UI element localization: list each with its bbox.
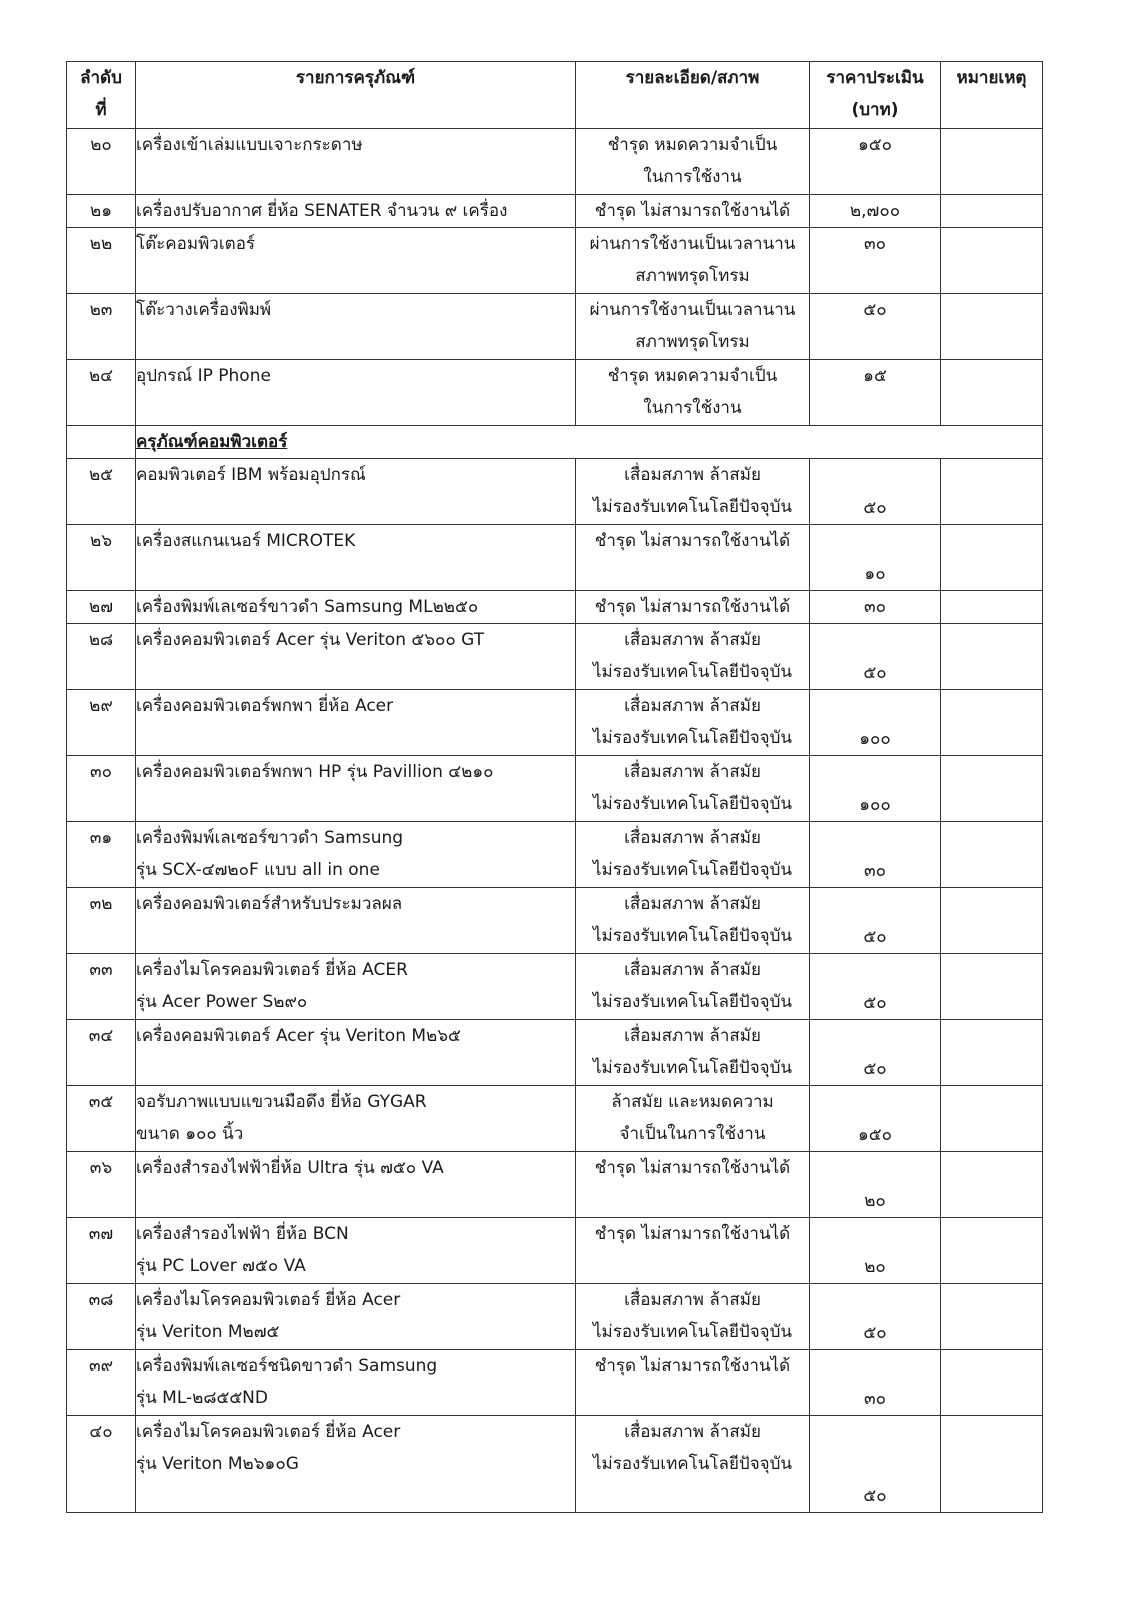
detail-line: ไม่รองรับเทคโนโลยีปัจจุบัน	[592, 926, 793, 946]
detail-line: ชำรุด ไม่สามารถใช้งานได้	[594, 1224, 791, 1244]
header-sequence-line: ลำดับ	[80, 68, 122, 88]
detail-cell	[576, 591, 810, 624]
table-row	[67, 195, 1043, 228]
header-price-line: (บาท)	[851, 100, 899, 120]
price-cell: ๕๐	[810, 888, 941, 954]
section-row	[67, 426, 1043, 459]
note-cell	[941, 822, 1043, 888]
sequence-cell: ๓๖	[67, 1152, 136, 1218]
detail-line: ไม่รองรับเทคโนโลยีปัจจุบัน	[592, 860, 793, 880]
table-row	[67, 129, 1043, 195]
detail-cell	[576, 459, 810, 525]
item-cell	[136, 624, 576, 690]
table-row	[67, 822, 1043, 888]
detail-line: เสื่อมสภาพ ล้าสมัย	[624, 696, 761, 716]
table-row	[67, 459, 1043, 525]
detail-cell	[576, 1020, 810, 1086]
detail-cell	[576, 690, 810, 756]
item-line: เครื่องพิมพ์เลเซอร์ขาวดำ Samsung ML๒๒๕๐	[136, 597, 479, 617]
table-header-row	[67, 62, 1043, 129]
detail-line: จำเป็นในการใช้งาน	[619, 1124, 766, 1144]
detail-line: เสื่อมสภาพ ล้าสมัย	[624, 828, 761, 848]
detail-cell	[576, 1218, 810, 1284]
item-cell	[136, 822, 576, 888]
note-cell	[941, 1350, 1043, 1416]
price-cell: ๕๐	[810, 954, 941, 1020]
table-row	[67, 1218, 1043, 1284]
item-line: เครื่องสำรองไฟฟ้ายี่ห้อ Ultra รุ่น ๗๕๐ VA	[136, 1158, 444, 1178]
table-row	[67, 591, 1043, 624]
note-cell	[941, 525, 1043, 591]
item-cell	[136, 1416, 576, 1513]
item-cell	[136, 1350, 576, 1416]
detail-line: ชำรุด ไม่สามารถใช้งานได้	[594, 597, 791, 617]
detail-line: ไม่รองรับเทคโนโลยีปัจจุบัน	[592, 1454, 793, 1474]
item-line: รุ่น Acer Power S๒๙๐	[136, 992, 308, 1012]
price-cell: ๒๐	[810, 1218, 941, 1284]
table-row	[67, 1152, 1043, 1218]
detail-line: เสื่อมสภาพ ล้าสมัย	[624, 465, 761, 485]
header-note: หมายเหตุ	[941, 62, 1043, 129]
price-cell: ๑๐๐	[810, 690, 941, 756]
note-cell	[941, 954, 1043, 1020]
detail-cell	[576, 954, 810, 1020]
item-line: โต๊ะคอมพิวเตอร์	[136, 234, 256, 254]
item-line: โต๊ะวางเครื่องพิมพ์	[136, 300, 272, 320]
table-row	[67, 1086, 1043, 1152]
item-line: เครื่องสำรองไฟฟ้า ยี่ห้อ BCN	[136, 1224, 349, 1244]
sequence-cell: ๓๗	[67, 1218, 136, 1284]
asset-disposal-table	[66, 61, 1043, 1513]
item-cell	[136, 690, 576, 756]
detail-line: ผ่านการใช้งานเป็นเวลานาน	[589, 234, 796, 254]
sequence-cell: ๓๑	[67, 822, 136, 888]
detail-cell	[576, 756, 810, 822]
detail-line: สภาพทรุดโทรม	[635, 332, 750, 352]
price-cell: ๕๐	[810, 624, 941, 690]
detail-cell	[576, 525, 810, 591]
item-line: เครื่องคอมพิวเตอร์ Acer รุ่น Veriton M๒๖๕	[136, 1026, 461, 1046]
item-line: จอรับภาพแบบแขวนมือดึง ยี่ห้อ GYGAR	[136, 1092, 427, 1112]
price-cell: ๕๐	[810, 1284, 941, 1350]
table-row	[67, 228, 1043, 294]
item-cell	[136, 1152, 576, 1218]
note-cell	[941, 294, 1043, 360]
item-line: เครื่องคอมพิวเตอร์พกพา ยี่ห้อ Acer	[136, 696, 394, 716]
table-row	[67, 525, 1043, 591]
price-cell: ๓๐	[810, 1350, 941, 1416]
price-cell: ๓๐	[810, 591, 941, 624]
detail-cell	[576, 1086, 810, 1152]
note-cell	[941, 690, 1043, 756]
table-row	[67, 1350, 1043, 1416]
detail-line: ในการใช้งาน	[643, 167, 742, 187]
sequence-cell: ๓๘	[67, 1284, 136, 1350]
header-price	[810, 62, 941, 129]
price-cell: ๑๕๐	[810, 1086, 941, 1152]
item-line: เครื่องสแกนเนอร์ MICROTEK	[136, 531, 356, 551]
item-line: เครื่องพิมพ์เลเซอร์ชนิดขาวดำ Samsung	[136, 1356, 438, 1376]
item-cell	[136, 954, 576, 1020]
detail-line: ไม่รองรับเทคโนโลยีปัจจุบัน	[592, 662, 793, 682]
item-line: เครื่องไมโครคอมพิวเตอร์ ยี่ห้อ Acer	[136, 1422, 401, 1442]
table-row	[67, 888, 1043, 954]
sequence-cell: ๒๓	[67, 294, 136, 360]
detail-line: ไม่รองรับเทคโนโลยีปัจจุบัน	[592, 794, 793, 814]
price-cell: ๑๕	[810, 360, 941, 426]
note-cell	[941, 591, 1043, 624]
detail-cell	[576, 1416, 810, 1513]
sequence-cell: ๓๕	[67, 1086, 136, 1152]
detail-cell	[576, 1152, 810, 1218]
item-cell	[136, 195, 576, 228]
note-cell	[941, 1284, 1043, 1350]
note-cell	[941, 1152, 1043, 1218]
detail-cell	[576, 624, 810, 690]
item-line: เครื่องไมโครคอมพิวเตอร์ ยี่ห้อ ACER	[136, 960, 408, 980]
detail-line: ชำรุด หมดความจำเป็น	[607, 135, 778, 155]
note-cell	[941, 195, 1043, 228]
detail-line: ไม่รองรับเทคโนโลยีปัจจุบัน	[592, 497, 793, 517]
note-cell	[941, 888, 1043, 954]
price-cell: ๒๐	[810, 1152, 941, 1218]
detail-cell	[576, 129, 810, 195]
table-row	[67, 1020, 1043, 1086]
item-cell	[136, 360, 576, 426]
price-cell: ๓๐	[810, 228, 941, 294]
note-cell	[941, 1086, 1043, 1152]
detail-line: ชำรุด ไม่สามารถใช้งานได้	[594, 201, 791, 221]
sequence-cell: ๓๔	[67, 1020, 136, 1086]
detail-line: เสื่อมสภาพ ล้าสมัย	[624, 630, 761, 650]
detail-line: ชำรุด ไม่สามารถใช้งานได้	[594, 1158, 791, 1178]
detail-line: ในการใช้งาน	[643, 398, 742, 418]
sequence-cell: ๒๕	[67, 459, 136, 525]
sequence-cell: ๒๒	[67, 228, 136, 294]
item-line: เครื่องพิมพ์เลเซอร์ขาวดำ Samsung	[136, 828, 404, 848]
sequence-cell: ๒๔	[67, 360, 136, 426]
note-cell	[941, 1218, 1043, 1284]
sequence-cell: ๓๐	[67, 756, 136, 822]
header-price-line: ราคาประเมิน	[826, 68, 924, 88]
detail-cell	[576, 228, 810, 294]
table-row	[67, 756, 1043, 822]
detail-line: ไม่รองรับเทคโนโลยีปัจจุบัน	[592, 992, 793, 1012]
item-cell	[136, 459, 576, 525]
detail-cell	[576, 888, 810, 954]
detail-line: ไม่รองรับเทคโนโลยีปัจจุบัน	[592, 728, 793, 748]
table-row	[67, 1416, 1043, 1513]
table-row	[67, 294, 1043, 360]
sequence-cell: ๒๑	[67, 195, 136, 228]
detail-line: ชำรุด หมดความจำเป็น	[607, 366, 778, 386]
detail-line: เสื่อมสภาพ ล้าสมัย	[624, 960, 761, 980]
detail-line: เสื่อมสภาพ ล้าสมัย	[624, 762, 761, 782]
detail-cell	[576, 195, 810, 228]
detail-line: เสื่อมสภาพ ล้าสมัย	[624, 1422, 761, 1442]
price-cell: ๕๐	[810, 1020, 941, 1086]
item-cell	[136, 756, 576, 822]
note-cell	[941, 228, 1043, 294]
detail-line: ไม่รองรับเทคโนโลยีปัจจุบัน	[592, 1322, 793, 1342]
item-cell	[136, 1284, 576, 1350]
price-cell: ๒,๗๐๐	[810, 195, 941, 228]
note-cell	[941, 459, 1043, 525]
sequence-cell: ๓๙	[67, 1350, 136, 1416]
item-line: คอมพิวเตอร์ IBM พร้อมอุปกรณ์	[136, 465, 366, 485]
item-cell	[136, 129, 576, 195]
detail-cell	[576, 822, 810, 888]
price-cell: ๓๐	[810, 822, 941, 888]
price-cell: ๑๕๐	[810, 129, 941, 195]
price-cell: ๑๐๐	[810, 756, 941, 822]
table-row	[67, 360, 1043, 426]
item-cell	[136, 591, 576, 624]
detail-line: ไม่รองรับเทคโนโลยีปัจจุบัน	[592, 1058, 793, 1078]
item-cell	[136, 1020, 576, 1086]
detail-cell	[576, 294, 810, 360]
header-sequence-no	[67, 62, 136, 129]
section-empty-cell	[67, 426, 136, 459]
header-sequence-line: ที่	[95, 100, 107, 120]
sequence-cell: ๒๘	[67, 624, 136, 690]
price-cell: ๕๐	[810, 294, 941, 360]
item-line: รุ่น Veriton M๒๗๕	[136, 1322, 280, 1342]
item-line: เครื่องคอมพิวเตอร์พกพา HP รุ่น Pavillion ๔๒๑๐	[136, 762, 494, 782]
item-line: ขนาด ๑๐๐ นิ้ว	[136, 1124, 244, 1144]
detail-line: ชำรุด ไม่สามารถใช้งานได้	[594, 1356, 791, 1376]
item-cell	[136, 1218, 576, 1284]
item-line: เครื่องปรับอากาศ ยี่ห้อ SENATER จำนวน ๙ เครื่อง	[136, 201, 508, 221]
item-line: เครื่องไมโครคอมพิวเตอร์ ยี่ห้อ Acer	[136, 1290, 401, 1310]
table-row	[67, 1284, 1043, 1350]
note-cell	[941, 129, 1043, 195]
sequence-cell: ๔๐	[67, 1416, 136, 1513]
item-line: รุ่น ML-๒๘๕๕ND	[136, 1388, 268, 1408]
detail-cell	[576, 360, 810, 426]
detail-line: ล้าสมัย และหมดความ	[611, 1092, 774, 1112]
header-detail: รายละเอียด/สภาพ	[576, 62, 810, 129]
item-line: อุปกรณ์ IP Phone	[136, 366, 271, 386]
price-cell: ๕๐	[810, 459, 941, 525]
sequence-cell: ๓๓	[67, 954, 136, 1020]
table-row	[67, 954, 1043, 1020]
item-cell	[136, 525, 576, 591]
price-cell: ๑๐	[810, 525, 941, 591]
note-cell	[941, 624, 1043, 690]
detail-cell	[576, 1350, 810, 1416]
sequence-cell: ๓๒	[67, 888, 136, 954]
item-line: เครื่องเข้าเล่มแบบเจาะกระดาษ	[136, 135, 363, 155]
section-title: ครุภัณฑ์คอมพิวเตอร์	[136, 426, 1043, 459]
sequence-cell: ๒๐	[67, 129, 136, 195]
detail-line: ผ่านการใช้งานเป็นเวลานาน	[589, 300, 796, 320]
table-row	[67, 624, 1043, 690]
detail-line: เสื่อมสภาพ ล้าสมัย	[624, 1290, 761, 1310]
detail-line: เสื่อมสภาพ ล้าสมัย	[624, 1026, 761, 1046]
item-line: รุ่น SCX-๔๗๒๐F แบบ all in one	[136, 860, 380, 880]
item-line: รุ่น Veriton M๒๖๑๐G	[136, 1454, 299, 1474]
section-computer	[67, 426, 1043, 459]
sequence-cell: ๒๖	[67, 525, 136, 591]
detail-line: สภาพทรุดโทรม	[635, 266, 750, 286]
table-body-computer	[67, 459, 1043, 1513]
sequence-cell: ๒๗	[67, 591, 136, 624]
table-body-general	[67, 129, 1043, 426]
item-cell	[136, 888, 576, 954]
item-line: รุ่น PC Lover ๗๕๐ VA	[136, 1256, 306, 1276]
note-cell	[941, 1416, 1043, 1513]
item-cell	[136, 294, 576, 360]
note-cell	[941, 756, 1043, 822]
detail-line: ชำรุด ไม่สามารถใช้งานได้	[594, 531, 791, 551]
note-cell	[941, 1020, 1043, 1086]
detail-cell	[576, 1284, 810, 1350]
item-line: เครื่องคอมพิวเตอร์ Acer รุ่น Veriton ๕๖๐๐ GT	[136, 630, 485, 650]
note-cell	[941, 360, 1043, 426]
price-cell: ๕๐	[810, 1416, 941, 1513]
table-row	[67, 690, 1043, 756]
sequence-cell: ๒๙	[67, 690, 136, 756]
item-cell	[136, 1086, 576, 1152]
item-cell	[136, 228, 576, 294]
item-line: เครื่องคอมพิวเตอร์สำหรับประมวลผล	[136, 894, 403, 914]
header-item: รายการครุภัณฑ์	[136, 62, 576, 129]
detail-line: เสื่อมสภาพ ล้าสมัย	[624, 894, 761, 914]
